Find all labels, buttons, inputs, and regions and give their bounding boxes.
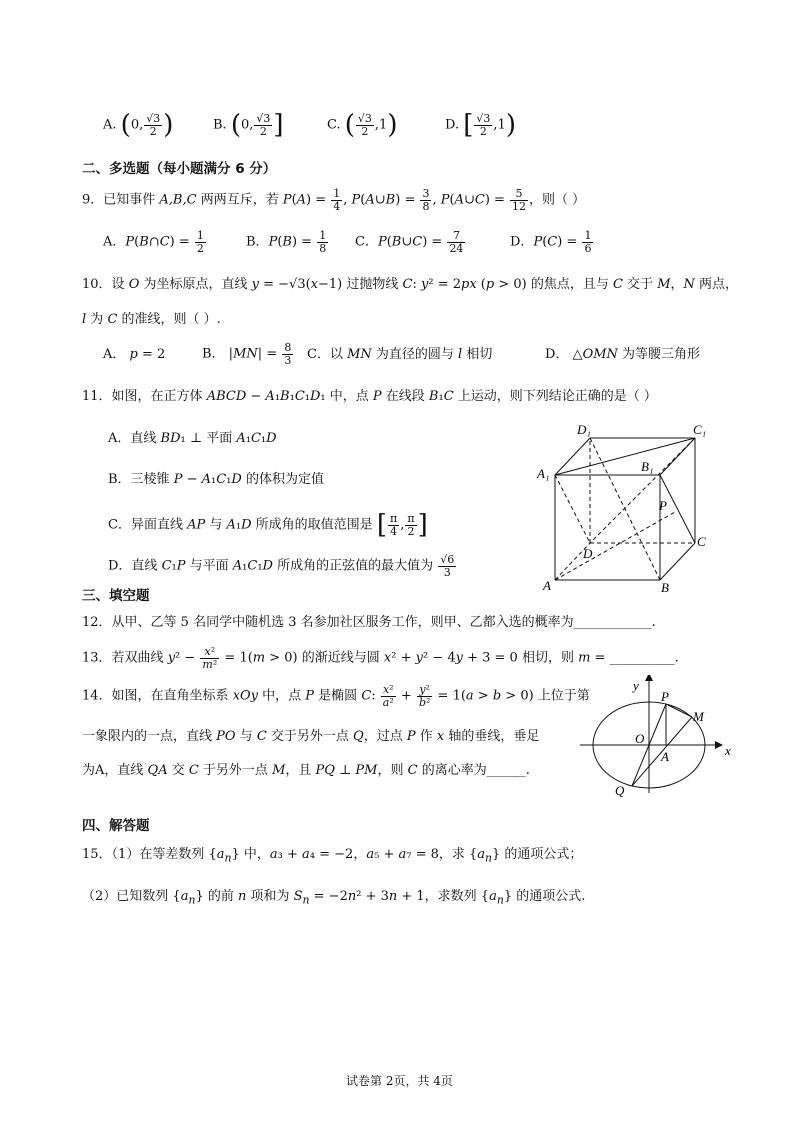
q10-option-b: B． |MN| = $\frac{8}{3}$	[202, 341, 292, 367]
x-axis-arrow	[715, 741, 723, 749]
section3-heading: 三、填空题	[82, 588, 150, 604]
q8-option-d: D. [ $\frac{√3}{2}$ ,1)	[445, 110, 516, 140]
edge-bc	[660, 543, 695, 580]
q8-option-b: B. (0, $\frac{√3}{2}$ ]	[213, 110, 284, 140]
q10-line2: l 为 C 的准线，则（ ）.	[82, 312, 221, 327]
label-y: y	[633, 678, 639, 693]
q9-option-b: B．P(B) = $\frac{1}{8}$	[246, 229, 327, 255]
label-b: B	[661, 580, 669, 595]
q9-option-c: C．P(B∪C) = $\frac{7}{24}$	[355, 229, 464, 255]
label-c: C	[697, 534, 706, 549]
q12: 12．从甲、乙等 5 名同学中随机选 3 名参加社区服务工作，则甲、乙都入选的概率为____________.	[82, 615, 656, 630]
q14-line2: 一象限内的一点，直线 PO 与 C 交于另外一点 Q，过点 P 作 x 轴的垂线，垂足	[82, 729, 540, 744]
label-d1: D₁	[577, 422, 591, 437]
segment-ap	[555, 512, 675, 580]
q8-option-a: A. (0, $\frac{√3}{2}$ )	[103, 110, 174, 140]
q14-line3: 为A，直线 QA 交 C 于另外一点 M，且 PQ ⊥ PM，则 C 的离心率为______.	[82, 763, 530, 778]
label-p: P	[659, 498, 667, 513]
q13: 13．若双曲线 y² − $\frac{\text{x²}}{\text{m²}}$ = 1(m > 0) 的渐近线与圆 x² + y² − 4y + 3 = 0 相切，则 m = __________.	[82, 645, 679, 671]
cube-figure	[535, 420, 720, 595]
label-p14: P	[661, 689, 669, 704]
edge-a1d1	[555, 438, 590, 475]
label-q: Q	[615, 783, 625, 798]
label-a1: A₁	[537, 466, 550, 481]
segment-pm	[666, 704, 692, 717]
q9-option-d: D．P(C) = $\frac{1}{6}$	[510, 229, 592, 255]
segment-a1d	[555, 475, 590, 543]
label-c1: C₁	[693, 422, 707, 437]
ellipse-figure	[575, 675, 755, 800]
q15-part1: 15．（1）在等差数列 $\{a_n\}$ 中，a₃ + a₄ = −2，a₅ + a₇ = 8，求 $\{a_n\}$ 的通项公式；	[82, 847, 583, 865]
q11-option-d: D．直线 C₁P 与平面 A₁C₁D 所成角的正弦值的最大值为 $\frac{√6}{3}$	[108, 553, 455, 579]
q11-option-b: B．三棱锥 P − A₁C₁D 的体积为定值	[108, 472, 324, 487]
q10-option-a: A． p = 2	[103, 347, 166, 362]
label-o: O	[635, 731, 645, 746]
q9-option-a: A．P(B∩C) = $\frac{1}{2}$	[103, 229, 204, 255]
label-m: M	[693, 709, 704, 724]
q15-part2: （2）已知数列 $\{a_n\}$ 的前 n 项和为 $S_n = -2n^2 + 3n + 1$，求数列 $\{a_n\}$ 的通项公式.	[82, 889, 586, 907]
label-a: A	[543, 578, 551, 593]
q8-option-c: C. ( $\frac{√3}{2}$ ,1)	[327, 110, 398, 140]
q10-option-c: C．以 MN 为直径的圆与 l 相切	[307, 347, 493, 362]
label-b1: B₁	[641, 459, 654, 474]
segment-a1c1	[555, 438, 695, 475]
q10-option-d: D． △OMN 为等腰三角形	[545, 347, 701, 362]
page-footer: 试卷第 2页，共 4页	[346, 1074, 453, 1088]
q10-line1: 10．设 O 为坐标原点，直线 y = −√3(x−1) 过抛物线 C: y² = 2px (p > 0) 的焦点，且与 C 交于 M，N 两点，	[82, 277, 739, 292]
segment-c1d	[590, 438, 695, 543]
q9-stem: 9．已知事件 A,B,C 两两互斥，若 P(A) = $\frac{1}{4}$ , P(A∪B) = $\frac{3}{8}$ , P(A∪C) = $\frac{5}{12}$ ，则（ ）	[82, 187, 586, 213]
q11-option-c: C．异面直线 AP 与 A₁D 所成角的取值范围是 [ $\frac{\pi}{4}$ , $\frac{\pi}{2}$ ]	[108, 510, 428, 540]
q11-option-a: A．直线 BD₁ ⊥ 平面 A₁C₁D	[108, 431, 277, 446]
y-axis-arrow	[645, 675, 653, 681]
label-a14: A	[661, 749, 669, 764]
q14-line1: 14．如图，在直角坐标系 xOy 中，点 P 是椭圆 C: $\frac{\text{x²}}{\text{a²}}$ + $\frac{\text{y²}}{\text{b²}}$ = 1(a > b > 0) 上位于第	[82, 683, 590, 709]
label-d: D	[583, 546, 593, 561]
section4-heading: 四、解答题	[82, 818, 150, 834]
q11-stem: 11．如图，在正方体 ABCD − A₁B₁C₁D₁ 中，点 P 在线段 B₁C 上运动，则下列结论正确的是（ ）	[82, 389, 657, 404]
label-x: x	[725, 743, 731, 758]
section2-heading: 二、多选题（每小题满分 6 分）	[82, 161, 277, 177]
